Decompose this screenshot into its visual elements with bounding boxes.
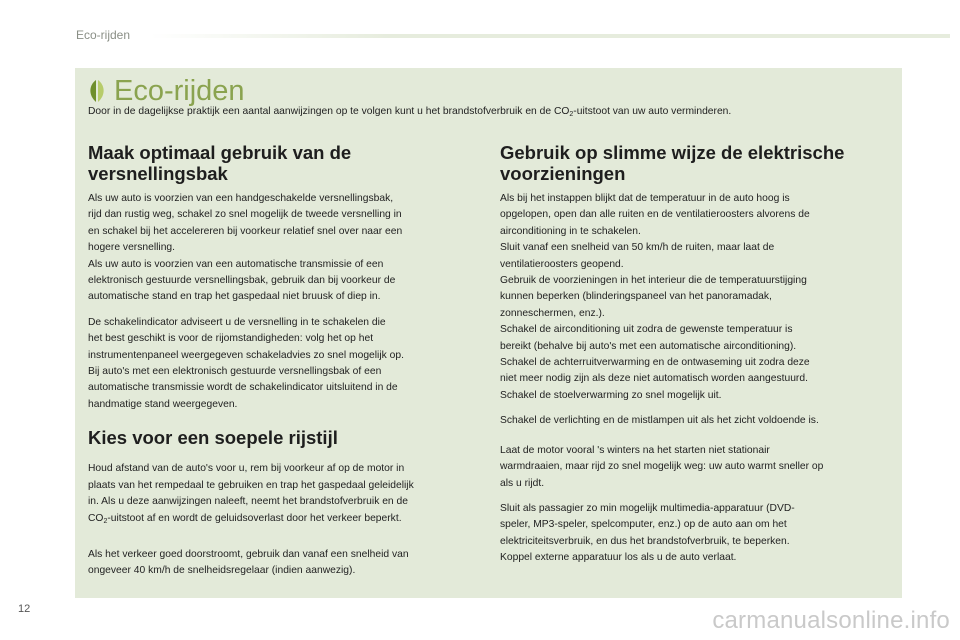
text-line: Schakel de achterruitverwarming en de ontwaseming uit zodra deze	[500, 357, 810, 369]
text-line: Koppel externe apparatuur los als u de auto verlaat.	[500, 552, 737, 564]
text-line: handmatige stand weergegeven.	[88, 398, 238, 410]
heading-line: Maak optimaal gebruik van de	[88, 142, 352, 163]
text-line: Als het verkeer goed doorstroomt, gebruik dan vanaf een snelheid van	[88, 548, 409, 560]
page-title: Eco-rijden	[114, 75, 245, 107]
header-rule	[150, 34, 950, 38]
paragraph-manual-gearbox	[88, 191, 483, 257]
text-line: in. Als u deze aanwijzingen naleeft, neemt het brandstofverbruik en de	[88, 496, 408, 508]
text-line: elektronisch gestuurde versnellingsbak, gebruik dan bij voorkeur de	[88, 275, 396, 287]
text-line: Schakel de airconditioning uit zodra de gewenste temperatuur is	[500, 324, 793, 336]
text-line: Schakel de stoelverwarming zo snel mogelijk uit.	[500, 389, 722, 401]
text-line: Bij auto's met een elektronisch gestuurde versnellingsbak of een	[88, 366, 382, 378]
text-line: Als uw auto is voorzien van een handgeschakelde versnellingsbak,	[88, 193, 394, 204]
text-line: elektriciteitsverbruik, en dus het brandstofverbruik, te beperken.	[500, 535, 790, 547]
text-line: De schakelindicator adviseert u de versnelling in te schakelen die	[88, 316, 386, 328]
heading-line: versnellingsbak	[88, 163, 228, 184]
heading-electrical	[500, 142, 895, 184]
paragraph-multimedia	[500, 501, 895, 567]
paragraph-shift-indicator	[88, 315, 483, 413]
text-line: speler, MP3-speler, spelcomputer, enz.) op de auto aan om het	[500, 519, 787, 531]
text-line: Als bij het instappen blijkt dat de temperatuur in de auto hoog is	[500, 193, 790, 204]
text-line: zonneschermen, enz.).	[500, 307, 605, 319]
paragraph-engine-warmup	[500, 443, 895, 492]
text-line: kunnen beperken (blinderingspaneel van het panoramadak,	[500, 291, 772, 303]
text-line: bereikt (behalve bij auto's met een automatische airconditioning).	[500, 340, 797, 352]
text-line: het best geschikt is voor de rijomstandigheden: volg het op het	[88, 333, 374, 345]
paragraph-cruise-control	[88, 547, 483, 580]
paragraph-keep-distance	[88, 461, 483, 527]
text-line: rijd dan rustig weg, schakel zo snel mogelijk de tweede versnelling in	[88, 209, 402, 221]
right-column	[500, 142, 895, 567]
text-line: Als uw auto is voorzien van een automatische transmissie of een	[88, 258, 384, 270]
text-line: plaats van het rempedaal te gebruiken en trap het gaspedaal geleidelijk	[88, 479, 414, 491]
text-line: Sluit vanaf een snelheid van 50 km/h de ruiten, maar laat de	[500, 242, 775, 254]
text-line: hogere versnelling.	[88, 242, 176, 254]
text-line: instrumentenpaneel weergegeven schakeladvies zo snel mogelijk op.	[88, 349, 404, 361]
text-line: Houd afstand van de auto's voor u, rem bij voorkeur af op de motor in	[88, 463, 405, 475]
text-line: niet meer nodig zijn als deze niet automatisch worden aangestuurd.	[500, 373, 808, 385]
leaf-icon	[85, 78, 109, 104]
page-number: 12	[18, 603, 31, 615]
text-line: airconditioning in te schakelen.	[500, 225, 641, 237]
text-line: Laat de motor vooral 's winters na het starten niet stationair	[500, 444, 770, 456]
left-column	[88, 142, 483, 580]
section-label: Eco-rijden	[76, 28, 131, 42]
heading-line: Gebruik op slimme wijze de elektrische	[500, 142, 845, 163]
text-line: automatische transmissie wordt de schakelindicator uitsluitend in de	[88, 382, 398, 394]
text-line: ongeveer 40 km/h de snelheidsregelaar (indien aanwezig).	[88, 565, 356, 577]
intro-text: Door in de dagelijkse praktijk een aantal aanwijzingen op te volgen kunt u het brandstofverbruik en de $CO_2$-uitstoot van uw auto verminderen.	[88, 106, 732, 118]
heading-gearbox	[88, 142, 483, 184]
paragraph-automatic-gearbox	[88, 257, 483, 306]
heading-line: voorzieningen	[500, 163, 626, 184]
text-line: en schakel bij het accelereren bij voorkeur relatief snel over naar een	[88, 225, 403, 237]
text-line: opgelopen, open dan alle ruiten en de ventilatieroosters alvorens de	[500, 209, 810, 221]
paragraph-airco	[500, 191, 895, 404]
text-line: Gebruik de voorzieningen in het interieur die de temperatuurstijging	[500, 275, 807, 287]
heading-driving-style: Kies voor een soepele rijstijl	[88, 427, 338, 449]
text-line: als u rijdt.	[500, 477, 545, 489]
paragraph-lights	[500, 413, 895, 429]
text-line: Schakel de verlichting en de mistlampen uit als het zicht voldoende is.	[500, 415, 819, 427]
text-line: warmdraaien, maar rijd zo snel mogelijk weg: uw auto warmt sneller op	[500, 461, 824, 473]
co2-line: $CO_2$-uitstoot af en wordt de geluidsoverlast door het verkeer beperkt.	[88, 512, 402, 525]
text-line: ventilatieroosters geopend.	[500, 258, 624, 270]
watermark: carmanualsonline.info	[712, 607, 950, 634]
text-line: automatische stand en trap het gaspedaal niet bruusk of diep in.	[88, 291, 381, 303]
text-line: Sluit als passagier zo min mogelijk multimedia-apparatuur (DVD-	[500, 502, 795, 514]
